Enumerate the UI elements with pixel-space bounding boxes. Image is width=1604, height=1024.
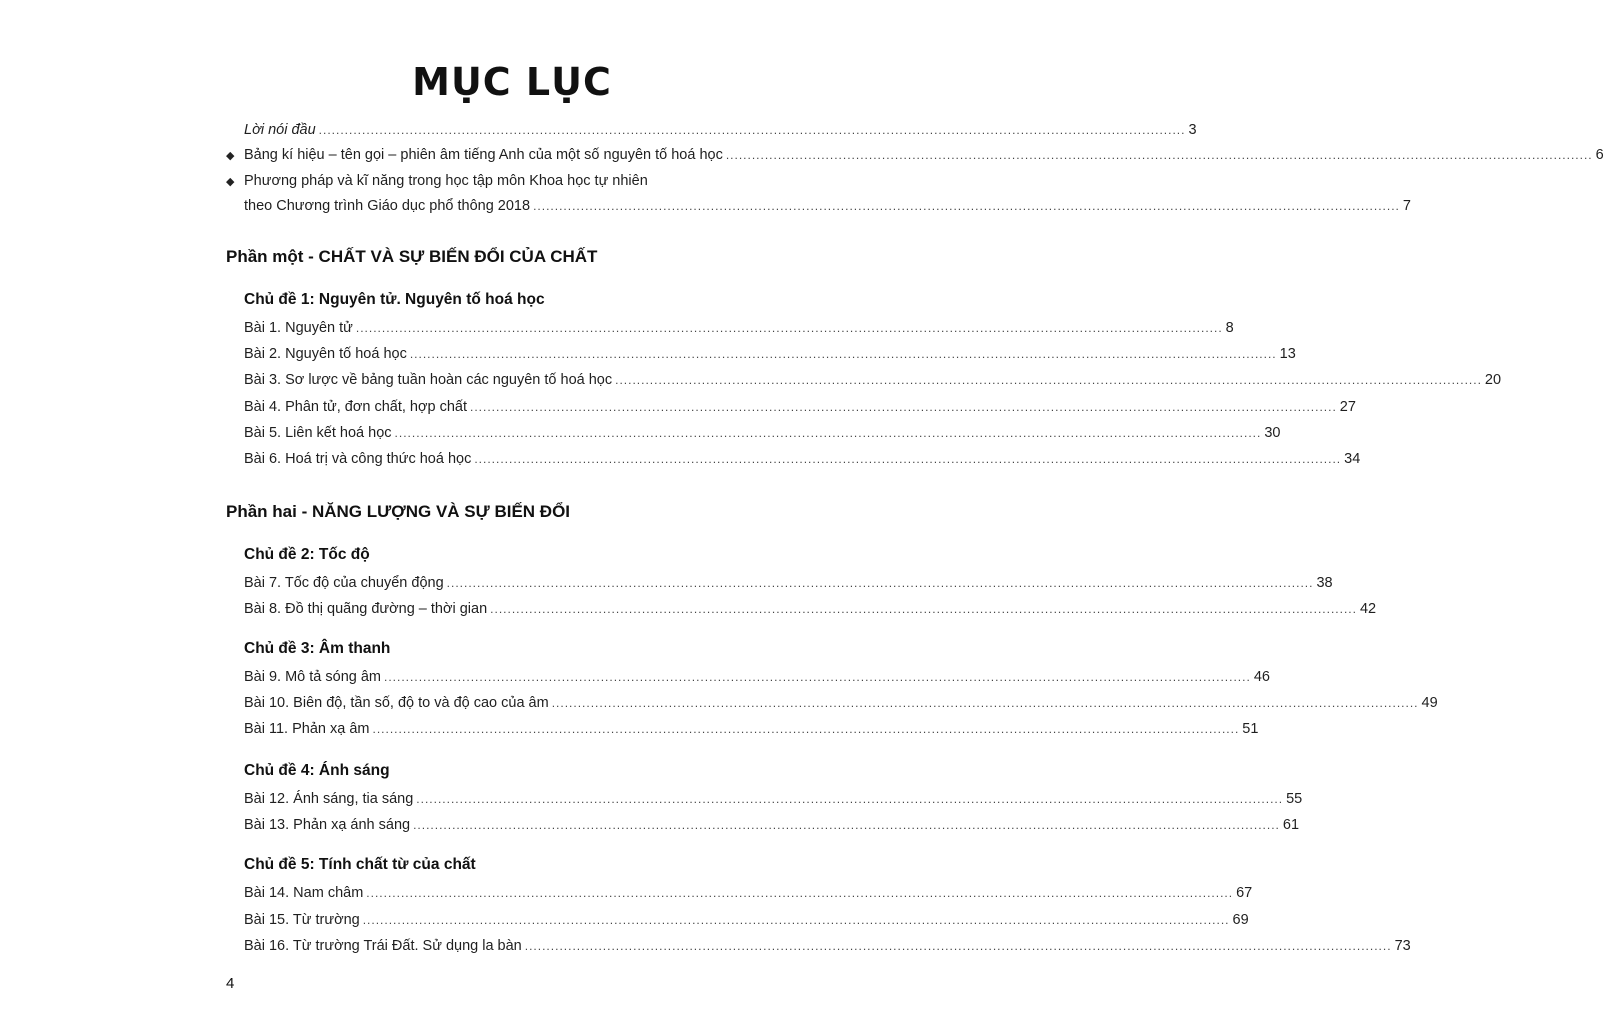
leader-dots: ........................................................................................................................................................................................................ [318, 123, 1186, 137]
entry-label: Bài 15. Từ trường [244, 911, 360, 928]
diamond-bullet-icon: ◆ [226, 176, 235, 188]
entry-label: theo Chương trình Giáo dục phổ thông 2018 [244, 198, 531, 214]
leader-dots: ........................................................................................................................................................................................................ [384, 670, 1251, 684]
entry-label: Bài 13. Phản xạ ánh sáng [244, 817, 411, 833]
entry-page: 46 [1253, 669, 1270, 685]
entry-label: Bài 2. Nguyên tố hoá học [244, 346, 407, 363]
entry-page: 27 [1339, 398, 1356, 415]
toc-entry-lesson [244, 424, 1281, 442]
leader-dots: ........................................................................................................................................................................................................ [372, 722, 1240, 736]
leader-dots: ........................................................................................................................................................................................................ [490, 602, 1357, 616]
entry-label: Bài 11. Phản xạ âm [244, 721, 370, 737]
entry-label: Bài 6. Hoá trị và công thức hoá học [244, 451, 472, 467]
page-title: MỤC LỤC [412, 60, 612, 104]
leader-dots: ........................................................................................................................................................................................................ [362, 912, 1230, 927]
leader-dots: ........................................................................................................................................................................................................ [394, 425, 1262, 440]
topic-3-heading: Chủ đề 3: Âm thanh [244, 640, 391, 657]
entry-label: Bài 4. Phân tử, đơn chất, hợp chất [244, 398, 467, 415]
toc-entry-lesson [244, 720, 1259, 738]
leader-dots: ........................................................................................................................................................................................................ [446, 576, 1314, 590]
leader-dots: ........................................................................................................................................................................................................ [409, 347, 1277, 362]
topic-5-heading: Chủ đề 5: Tính chất từ của chất [244, 856, 476, 873]
entry-page: 13 [1279, 346, 1296, 363]
toc-entry-methods-line1: Phương pháp và kĩ năng trong học tập môn Khoa học tự nhiên [244, 173, 648, 189]
entry-label: Bài 7. Tốc độ của chuyển động [244, 575, 444, 591]
entry-label: Bài 16. Từ trường Trái Đất. Sử dụng la bàn [244, 938, 522, 954]
leader-dots: ........................................................................................................................................................................................................ [416, 792, 1284, 806]
entry-page: 30 [1264, 424, 1281, 441]
toc-entry-lesson [244, 398, 1356, 416]
leader-dots: ........................................................................................................................................................................................................ [366, 886, 1234, 900]
topic-2-heading: Chủ đề 2: Tốc độ [244, 546, 370, 563]
entry-label: Bài 10. Biên độ, tần số, độ to và độ cao của âm [244, 695, 549, 711]
entry-page: 3 [1188, 122, 1197, 138]
leader-dots: ........................................................................................................................................................................................................ [551, 696, 1419, 710]
entry-page: 49 [1421, 695, 1438, 711]
toc-entry-lesson [244, 937, 1411, 955]
page-number: 4 [226, 975, 235, 992]
toc-entry-lesson [244, 371, 1502, 389]
part-two-heading: Phần hai - NĂNG LƯỢNG VÀ SỰ BIẾN ĐỔI [226, 502, 571, 521]
toc-entry-methods [244, 197, 1411, 215]
toc-entry-lesson [244, 319, 1234, 337]
toc-entry-lesson [244, 790, 1303, 808]
diamond-bullet-icon: ◆ [226, 150, 235, 162]
toc-entry-lesson [244, 574, 1333, 592]
entry-page: 61 [1282, 817, 1300, 833]
entry-label: Bài 5. Liên kết hoá học [244, 424, 392, 441]
toc-entry-lesson [244, 816, 1300, 834]
entry-label: Bảng kí hiệu – tên gọi – phiên âm tiếng Anh của một số nguyên tố hoá học [244, 147, 723, 163]
toc-entry-lesson [244, 911, 1249, 929]
entry-page: 67 [1236, 885, 1253, 901]
entry-page: 73 [1394, 938, 1411, 954]
entry-label: Lời nói đầu [244, 122, 316, 138]
entry-page: 34 [1344, 451, 1361, 467]
entry-label: Bài 12. Ánh sáng, tia sáng [244, 791, 414, 807]
leader-dots: ........................................................................................................................................................................................................ [470, 399, 1337, 414]
entry-page: 20 [1484, 372, 1502, 389]
toc-entry-lesson [244, 450, 1361, 468]
entry-page: 6 [1595, 147, 1604, 163]
topic-1-heading: Chủ đề 1: Nguyên tử. Nguyên tố hoá học [244, 291, 545, 308]
topic-4-heading: Chủ đề 4: Ánh sáng [244, 762, 390, 779]
leader-dots: ........................................................................................................................................................................................................ [355, 321, 1223, 335]
entry-label: Bài 8. Đồ thị quãng đường – thời gian [244, 601, 488, 617]
toc-entry-lesson [244, 884, 1253, 902]
toc-entry-symbols [244, 146, 1604, 164]
entry-page: 38 [1316, 575, 1333, 591]
leader-dots: ........................................................................................................................................................................................................ [413, 818, 1280, 832]
part-one-heading: Phần một - CHẤT VÀ SỰ BIẾN ĐỔI CỦA CHẤT [226, 247, 598, 266]
toc-entry-lesson [244, 600, 1377, 618]
toc-entry-lesson [244, 668, 1270, 686]
entry-page: 7 [1402, 198, 1411, 214]
leader-dots: ........................................................................................................................................................................................................ [725, 148, 1593, 162]
entry-label: Bài 1. Nguyên tử [244, 320, 353, 336]
leader-dots: ........................................................................................................................................................................................................ [533, 199, 1400, 213]
entry-label: Bài 9. Mô tả sóng âm [244, 669, 382, 685]
entry-page: 55 [1286, 791, 1303, 807]
leader-dots: ........................................................................................................................................................................................................ [474, 452, 1342, 466]
toc-entry-lesson [244, 345, 1296, 363]
entry-page: 69 [1232, 911, 1249, 928]
entry-label: Bài 14. Nam châm [244, 885, 364, 901]
leader-dots: ........................................................................................................................................................................................................ [615, 373, 1482, 388]
toc-entry-lesson [244, 694, 1438, 712]
entry-page: 51 [1242, 721, 1259, 737]
toc-entry-preface [244, 121, 1197, 139]
entry-page: 42 [1359, 601, 1377, 617]
entry-page: 8 [1225, 320, 1234, 336]
leader-dots: ........................................................................................................................................................................................................ [524, 939, 1392, 953]
entry-label: Bài 3. Sơ lược về bảng tuần hoàn các nguyên tố hoá học [244, 372, 613, 389]
